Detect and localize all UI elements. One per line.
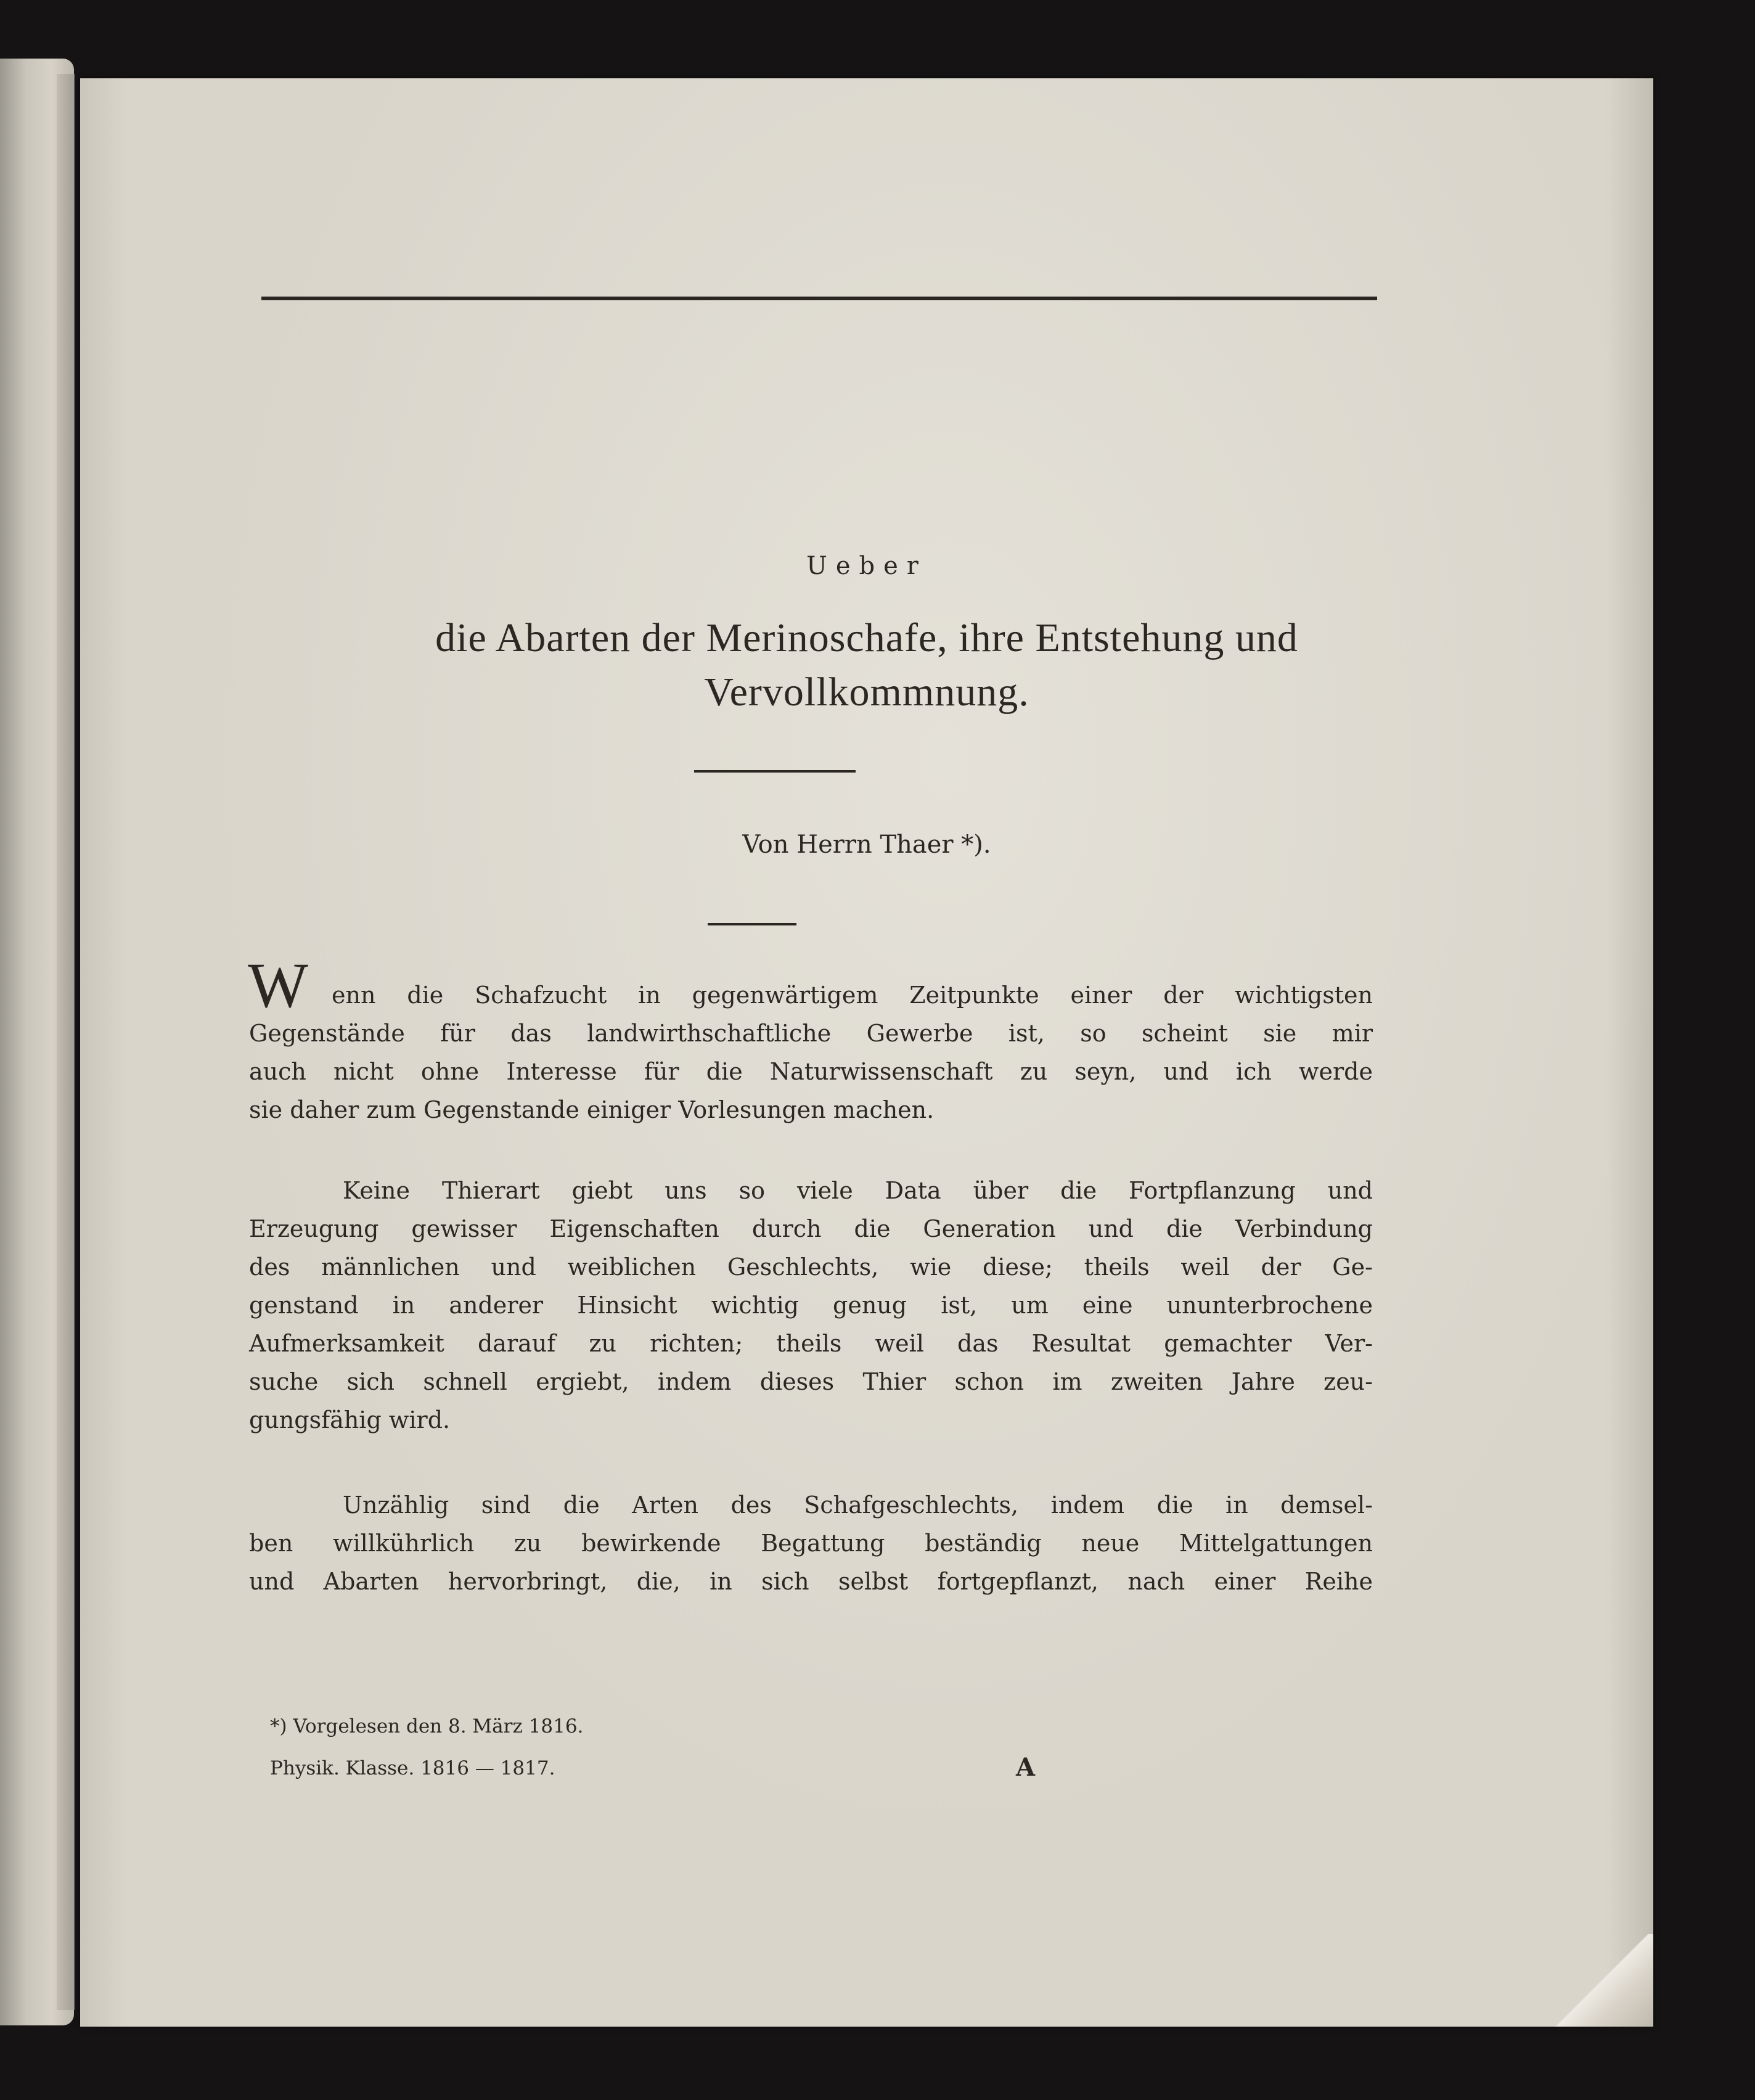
book-spine-shadow [57, 74, 75, 2010]
signature-mark: A [1016, 1753, 1036, 1782]
signature-line: Physik. Klasse. 1816 — 1817. [270, 1757, 555, 1779]
page-title-line-2: Vervollkommnung. [704, 670, 1029, 715]
title-separator [694, 770, 856, 773]
paragraph-2-line-4: genstand in anderer Hinsicht wichtig genug ist, um eine ununterbrochene [249, 1292, 1373, 1319]
paragraph-1-line-4: sie daher zum Gegenstande einiger Vorlesungen machen. [249, 1096, 935, 1123]
page-title-line-1: die Abarten der Merinoschafe, ihre Entstehung und [435, 615, 1298, 660]
paragraph-1-line-2: Gegenstände für das landwirthschaftliche Gewerbe ist, so scheint sie mir [249, 1020, 1373, 1047]
title-kicker: Ueber [806, 552, 927, 580]
top-rule [261, 297, 1377, 300]
paragraph-2-line-6: suche sich schnell ergiebt, indem dieses Thier schon im zweiten Jahre zeu- [249, 1368, 1373, 1395]
drop-cap: W [248, 950, 309, 1021]
paragraph-3-line-1: Unzählig sind die Arten des Schafgeschlechts, indem die in demsel- [343, 1491, 1373, 1519]
paragraph-2-line-3: des männlichen und weiblichen Geschlechts, wie diese; theils weil der Ge- [249, 1253, 1373, 1281]
paragraph-2-line-2: Erzeugung gewisser Eigenschaften durch die Generation und die Verbindung [249, 1215, 1373, 1242]
paragraph-3-line-2: ben willkührlich zu bewirkende Begattung beständig neue Mittelgattungen [249, 1530, 1373, 1557]
paragraph-3-line-3: und Abarten hervorbringt, die, in sich selbst fortgepflanzt, nach einer Reihe [249, 1568, 1373, 1595]
paragraph-2-line-5: Aufmerksamkeit darauf zu richten; theils weil das Resultat gemachter Ver- [249, 1330, 1373, 1357]
torn-corner [1548, 1934, 1653, 2027]
paragraph-2-line-7: gungsfähig wird. [249, 1406, 451, 1433]
paragraph-1-line-3: auch nicht ohne Interesse für die Naturwissenschaft zu seyn, und ich werde [249, 1058, 1373, 1085]
document-page [80, 78, 1653, 2027]
byline-separator [708, 923, 796, 925]
paragraph-2-line-1: Keine Thierart giebt uns so viele Data über die Fortpflanzung und [343, 1177, 1373, 1204]
footnote: *) Vorgelesen den 8. März 1816. [270, 1715, 584, 1737]
paragraph-1-line-1: enn die Schafzucht in gegenwärtigem Zeitpunkte einer der wichtigsten [332, 982, 1373, 1009]
author-byline: Von Herrn Thaer *). [742, 831, 991, 859]
